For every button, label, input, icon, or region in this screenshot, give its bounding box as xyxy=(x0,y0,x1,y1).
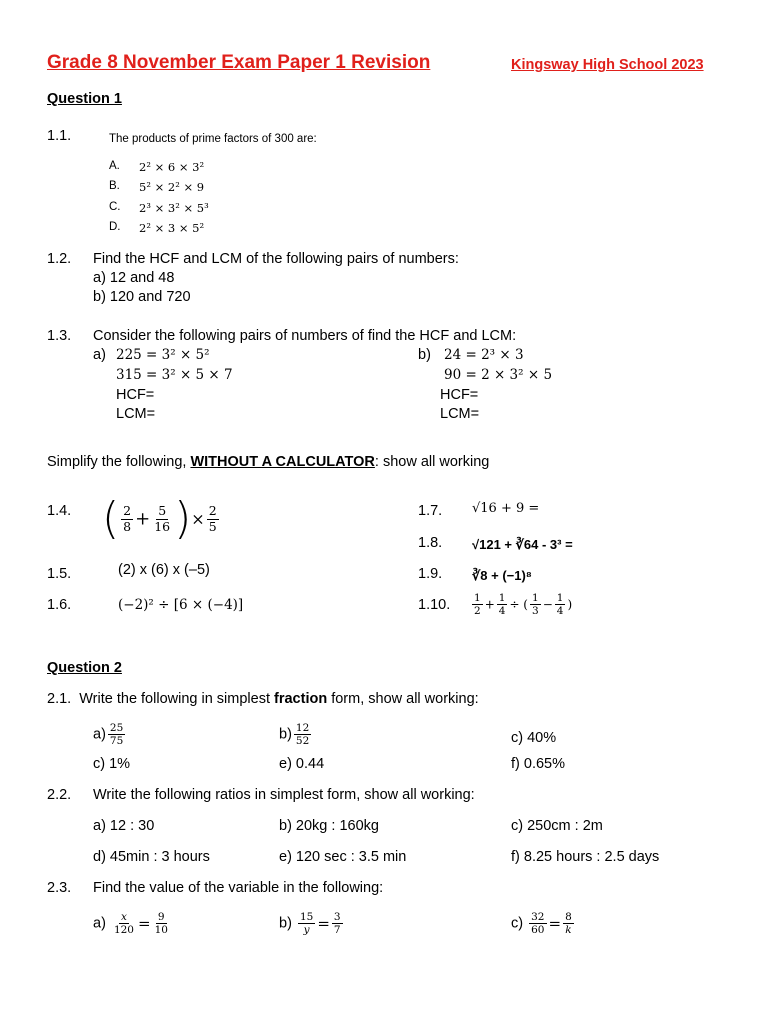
divide-sign: ÷ ( xyxy=(509,597,528,612)
q2-1-c2: c) 1% xyxy=(93,756,131,772)
q2-1-stem-suffix: form, show all working: xyxy=(327,691,479,707)
q2-3-c-left-fraction: $\frac{32}{60}$ xyxy=(531,911,545,937)
simplify-suffix: : show all working xyxy=(374,454,490,470)
q2-1-b-label: b) xyxy=(279,726,292,743)
q1-10-expression xyxy=(470,592,572,617)
q2-3-a-right-fraction: $\frac{9}{10}$ xyxy=(154,911,168,937)
q2-3-c xyxy=(511,911,576,936)
q1-4-fraction-3: $\frac{2}{5}$ xyxy=(208,503,217,534)
q1-9-expression: ∛8 + (−1)⁸ xyxy=(472,568,532,583)
plus-sign: + xyxy=(135,508,151,530)
times-sign: × xyxy=(191,509,205,529)
q1-3-b-line2: 90 = 2 × 3² × 5 xyxy=(444,367,553,383)
q1-4-number: 1.4. xyxy=(47,503,72,519)
q1-2-number: 1.2. xyxy=(47,251,72,267)
q2-2-item-d: d) 45min : 3 hours xyxy=(93,849,210,865)
right-bracket: ) xyxy=(174,493,192,544)
q1-3-b-label: b) xyxy=(418,347,431,363)
q2-1-e: e) 0.44 xyxy=(279,756,325,772)
equals-sign: = xyxy=(317,914,330,933)
q1-10-fraction-2: $\frac{1}{4}$ xyxy=(498,592,506,618)
q2-1-c1: c) 40% xyxy=(511,730,557,746)
q1-3-a-hcf: HCF= xyxy=(116,387,155,403)
q2-2-item-f: f) 8.25 hours : 2.5 days xyxy=(511,849,660,865)
q1-10-number: 1.10. xyxy=(418,597,451,613)
q2-3-b-label: b) xyxy=(279,915,292,932)
q1-1-number: 1.1. xyxy=(47,128,72,144)
q1-1-option-b-letter: B. xyxy=(109,180,120,192)
q1-1-option-c: 2³ × 3² × 5³ xyxy=(139,201,209,215)
equals-sign: = xyxy=(548,914,562,933)
q2-1-a xyxy=(93,722,127,747)
simplify-prefix: Simplify the following, xyxy=(47,454,191,470)
simplify-instruction xyxy=(47,454,489,470)
q1-1-stem: The products of prime factors of 300 are: xyxy=(109,133,317,145)
q2-1-stem-prefix: Write the following in simplest xyxy=(79,691,275,707)
q1-1-option-b: 5² × 2² × 9 xyxy=(139,180,205,194)
q2-2-item-b: b) 20kg : 160kg xyxy=(279,818,379,834)
q2-2-number: 2.2. xyxy=(47,787,72,803)
left-bracket: ( xyxy=(102,493,120,544)
question-2-heading: Question 2 xyxy=(47,660,122,676)
plus-sign: + xyxy=(484,597,495,612)
q1-7-number: 1.7. xyxy=(418,503,443,519)
q2-2-item-e: e) 120 sec : 3.5 min xyxy=(279,849,407,865)
q1-10-fraction-3: $\frac{1}{3}$ xyxy=(532,592,539,618)
q1-3-b-line1: 24 = 2³ × 3 xyxy=(444,347,524,363)
q1-3-b-hcf: HCF= xyxy=(440,387,479,403)
q2-1-stem-emphasis: fraction xyxy=(274,691,328,707)
q1-6-number: 1.6. xyxy=(47,597,72,613)
q1-8-number: 1.8. xyxy=(418,535,443,551)
q2-3-a-left-fraction: $\frac{x}{120}$ xyxy=(113,911,134,937)
q2-3-b-left-fraction: $\frac{15}{y}$ xyxy=(299,911,314,937)
q2-2-item-a: a) 12 : 30 xyxy=(93,818,155,834)
q1-10-fraction-1: $\frac{1}{2}$ xyxy=(474,592,481,618)
q1-3-a-line1: 225 = 3² × 5² xyxy=(116,347,210,363)
q1-3-b-lcm: LCM= xyxy=(440,406,480,422)
q1-2-stem: Find the HCF and LCM of the following pairs of numbers: xyxy=(93,251,459,267)
q1-1-option-d: 2² × 3 × 5² xyxy=(139,221,205,235)
q2-1-b xyxy=(279,722,313,747)
q2-1-a-fraction: $\frac{25}{75}$ xyxy=(109,722,124,748)
q1-1-option-a-letter: A. xyxy=(109,160,120,172)
q2-3-b xyxy=(279,911,345,936)
q2-1-a-label: a) xyxy=(93,726,106,743)
page-title: Grade 8 November Exam Paper 1 Revision xyxy=(47,52,431,73)
q2-1-stem xyxy=(47,691,479,707)
q1-1-option-d-letter: D. xyxy=(109,221,121,233)
q1-3-a-lcm: LCM= xyxy=(116,406,156,422)
q2-3-a-label: a) xyxy=(93,915,106,932)
q1-7-expression: √16 + 9 = xyxy=(472,501,540,516)
q1-1-option-a: 2² × 6 × 3² xyxy=(139,160,205,174)
close-paren: ) xyxy=(567,597,573,612)
q1-1-option-c-letter: C. xyxy=(109,201,121,213)
question-1-heading: Question 1 xyxy=(47,91,122,107)
q1-3-a-line2: 315 = 3² × 5 × 7 xyxy=(116,367,233,383)
q1-5-number: 1.5. xyxy=(47,566,72,582)
q2-3-a xyxy=(93,911,172,936)
simplify-emphasis: WITHOUT A CALCULATOR xyxy=(190,454,375,470)
q2-3-number: 2.3. xyxy=(47,880,72,896)
q2-2-item-c: c) 250cm : 2m xyxy=(511,818,603,834)
q1-4-expression xyxy=(102,493,221,544)
q2-3-c-right-fraction: $\frac{8}{k}$ xyxy=(565,911,572,937)
q2-3-stem: Find the value of the variable in the following: xyxy=(93,880,384,896)
q2-1-b-fraction: $\frac{12}{52}$ xyxy=(295,722,310,748)
q1-6-expression: (−2)² ÷ [6 × (−4)] xyxy=(118,597,244,613)
q1-3-stem: Consider the following pairs of numbers of find the HCF and LCM: xyxy=(93,328,517,344)
equals-sign: = xyxy=(137,914,151,933)
q1-2-part-b: b) 120 and 720 xyxy=(93,289,191,305)
q2-2-stem: Write the following ratios in simplest form, show all working: xyxy=(93,787,475,803)
q2-3-c-label: c) xyxy=(511,915,524,932)
q1-9-number: 1.9. xyxy=(418,566,443,582)
q1-8-expression: √121 + ∛64 - 3³ = xyxy=(472,537,573,552)
q1-3-number: 1.3. xyxy=(47,328,72,344)
minus-sign: − xyxy=(542,597,553,612)
q2-1-number: 2.1. xyxy=(47,691,72,707)
q1-4-fraction-2: $\frac{5}{16}$ xyxy=(154,503,171,534)
q1-2-part-a: a) 12 and 48 xyxy=(93,270,175,286)
school-name: Kingsway High School 2023 xyxy=(511,57,704,73)
q1-3-a-label: a) xyxy=(93,347,106,363)
q2-1-f: f) 0.65% xyxy=(511,756,565,772)
q1-10-fraction-4: $\frac{1}{4}$ xyxy=(556,592,564,618)
q2-3-b-right-fraction: $\frac{3}{7}$ xyxy=(333,911,341,937)
q1-5-expression: (2) x (6) x (–5) xyxy=(118,562,210,578)
q1-4-fraction-1: $\frac{2}{8}$ xyxy=(123,503,132,534)
